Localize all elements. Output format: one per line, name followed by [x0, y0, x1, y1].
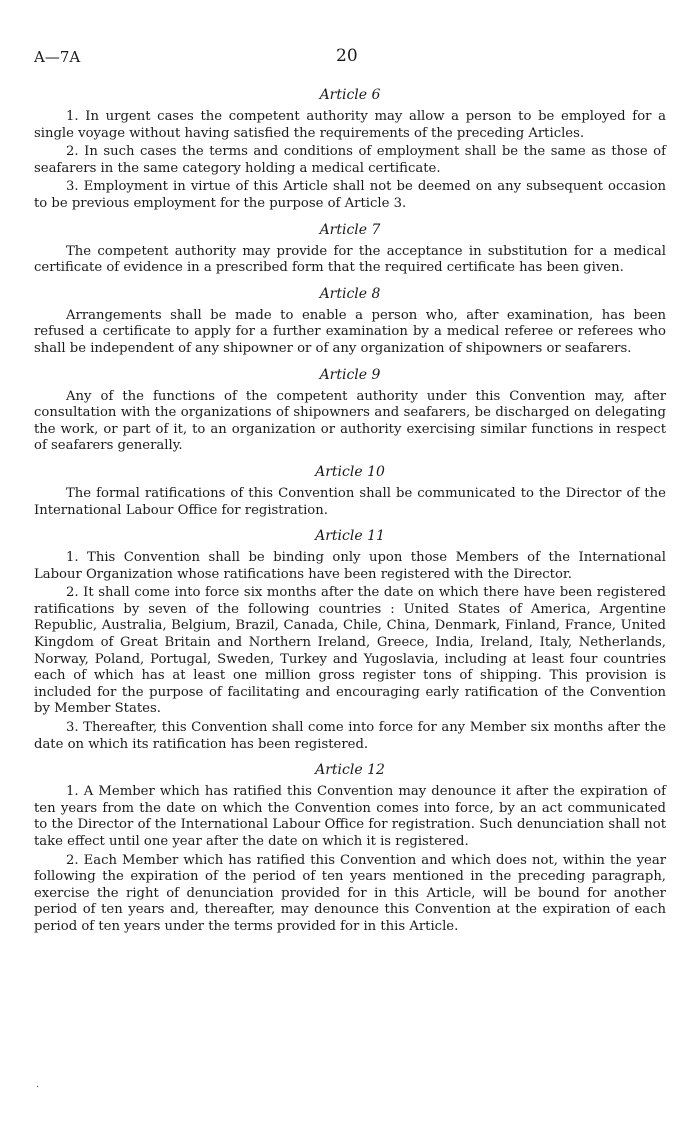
article-12 [34, 761, 666, 935]
article-6 [34, 86, 666, 213]
article-10 [34, 463, 666, 519]
article-7 [34, 221, 666, 277]
article-paragraph: Arrangements shall be made to enable a person who, after examination, has been refused a certificate to apply for a further examination by a medical referee or referees who shall be independent of any shipowner or of any organization of shipowners or seafarers. [34, 307, 666, 356]
article-paragraph: The competent authority may provide for the acceptance in substitution for a medical certificate of evidence in a prescribed form that the required certificate has been given. [34, 243, 666, 276]
article-heading: Article 11 [315, 528, 385, 545]
article-paragraph: 2. Each Member which has ratified this Convention and which does not, within the year following the expiration of the period of ten years mentioned in the preceding paragraph, exercise the right of denunciation provided for in this Article, will be bound for another period of ten years and, thereafter, may denounce this Convention at the expiration of each period of ten years under the terms provided for in this Article. [34, 852, 666, 934]
article-paragraph: 1. A Member which has ratified this Convention may denounce it after the expiration of ten years from the date on which the Convention comes into force, by an act communicated to the Director of the International Labour Office for registration. Such denunciation shall not take effect until one year after the date on which it is registered. [34, 784, 666, 849]
article-paragraph: 1. This Convention shall be binding only upon those Members of the International Labour Organization whose ratifications have been registered with the Director. [34, 550, 666, 582]
article-11 [34, 527, 666, 753]
article-paragraph: 1. In urgent cases the competent authority may allow a person to be employed for a single voyage without having satisfied the requirements of the preceding Articles. [34, 109, 666, 141]
article-paragraph: 3. Employment in virtue of this Article shall not be deemed on any subsequent occasion to be previous employment for the purpose of Article 3. [34, 179, 666, 211]
article-paragraph: Any of the functions of the competent authority under this Convention may, after consultation with the organizations of shipowners and seafarers, be discharged on delegating the work, or part of it, to an organization or authority exercising similar functions in respect of seafarers generally. [34, 388, 666, 454]
article-heading: Article 8 [319, 285, 381, 302]
article-heading: Article 7 [319, 221, 381, 238]
article-heading: Article 10 [315, 463, 385, 480]
page-number: 20 [336, 46, 358, 66]
article-8 [34, 285, 666, 358]
article-paragraph: 3. Thereafter, this Convention shall come into force for any Member six months after the date on which its ratification has been registered. [34, 720, 666, 752]
article-paragraph: 2. In such cases the terms and conditions of employment shall be the same as those of seafarers in the same category holding a medical certificate. [34, 144, 666, 176]
scan-speck: · [36, 1082, 40, 1093]
article-heading: Article 12 [315, 762, 385, 779]
document-reference: A—7A [34, 48, 81, 66]
document-body [34, 86, 666, 944]
article-heading: Article 9 [319, 366, 381, 383]
article-heading: Article 6 [319, 87, 381, 103]
article-paragraph: 2. It shall come into force six months after the date on which there have been registered ratifications by seven of the following countries : United States of America, Argentine Republic, Australia, Belgium, Brazil, Canada, Chile, China, Denmark, Finland, France, United Kingdom of Great Britain and Northern Ireland, Greece, India, Ireland, Italy, Netherlands, Norway, Poland, Portugal, Sweden, Turkey and Yugoslavia, including at least four countries each of which has at least one million gross register tons of shipping. This provision is included for the purpose of facilitating and encouraging early ratification of the Convention by Member States. [34, 585, 666, 717]
article-paragraph: The formal ratifications of this Convention shall be communicated to the Director of the International Labour Office for registration. [34, 485, 666, 518]
article-9 [34, 366, 666, 455]
